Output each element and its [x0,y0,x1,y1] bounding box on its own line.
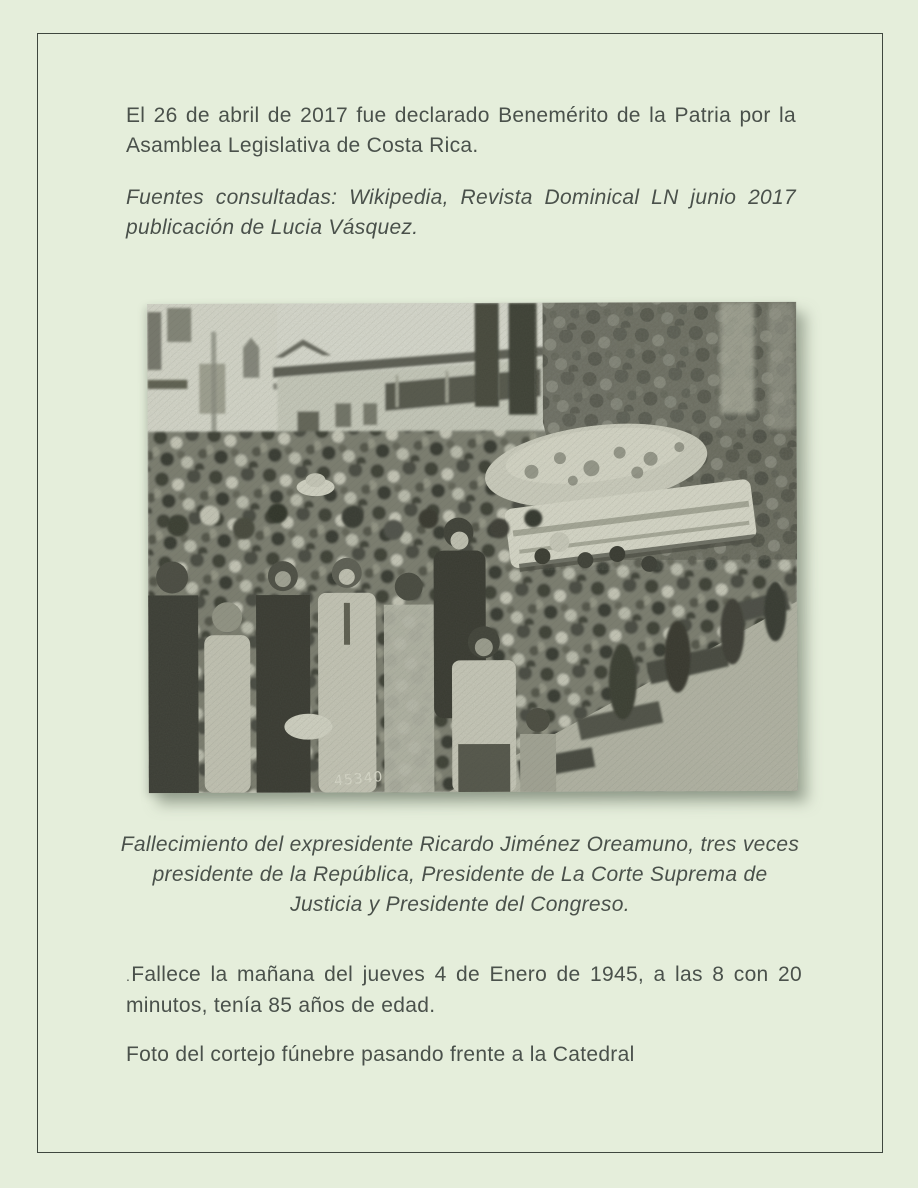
photo-caption: Fallecimiento del expresidente Ricardo Jiménez Oreamuno, tres veces presidente de la República, Presidente de La Corte Suprema de Justicia y Presidente del Congreso. [120,833,800,916]
funeral-cortege-photo [147,302,798,793]
paragraph-photo-note: Foto del cortejo fúnebre pasando frente a la Catedral [126,1043,635,1066]
handwritten-number: 45340 [333,769,385,790]
scan-tint-overlay [147,302,798,793]
page-border [37,33,883,1153]
funeral-photo-image [147,302,798,793]
paragraph-death-text: Fallece la mañana del jueves 4 de Enero de 1945, a las 8 con 20 minutos, tenía 85 años de edad. [126,963,802,1017]
paragraph-declaration: El 26 de abril de 2017 fue declarado Benemérito de la Patria por la Asamblea Legislativa de Costa Rica. [126,104,796,157]
stray-period-mark: . [126,968,131,984]
paragraph-sources: Fuentes consultadas: Wikipedia, Revista Dominical LN junio 2017 publicación de Lucia Vásquez. [126,186,796,239]
paragraph-death [126,960,802,1021]
